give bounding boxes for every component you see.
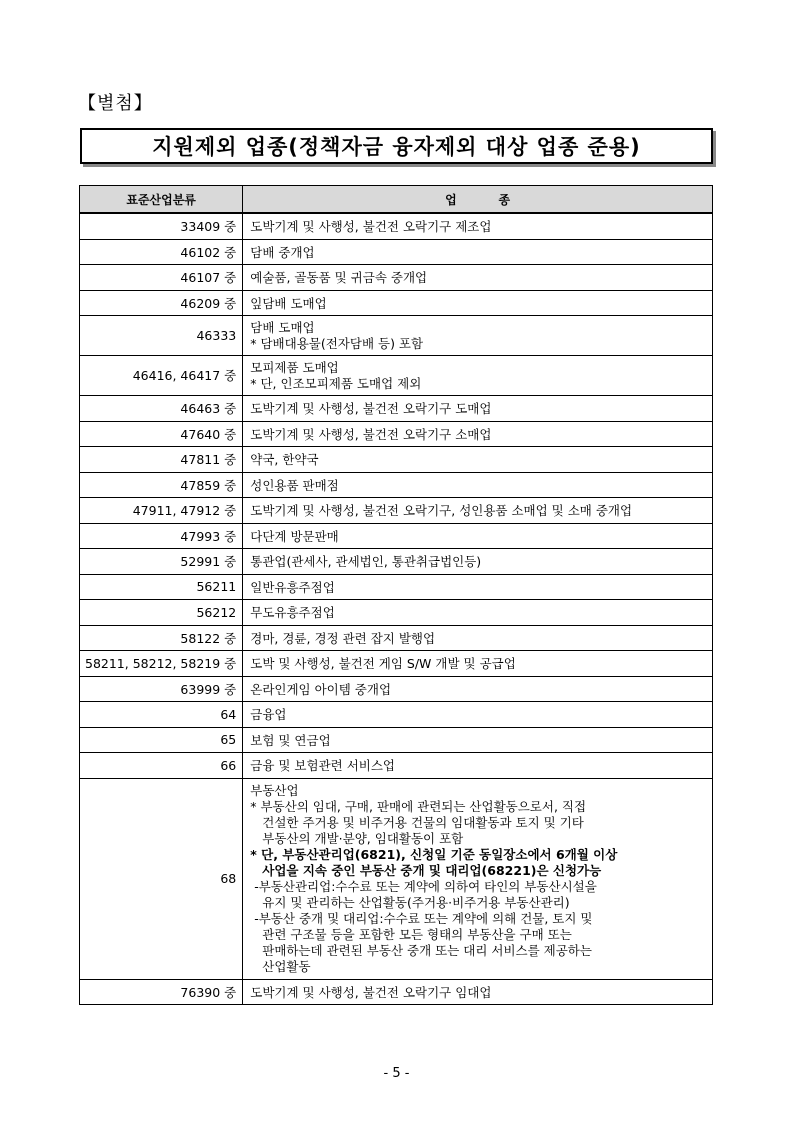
industry-desc-cell [243, 625, 713, 651]
table-row [80, 979, 713, 1005]
industry-desc-cell [243, 979, 713, 1005]
table-body [80, 213, 713, 1005]
table-row [80, 600, 713, 626]
table-row [80, 447, 713, 473]
industry-desc-cell [243, 498, 713, 524]
industry-desc-line: 약국, 한약국 [250, 452, 319, 468]
industry-desc-line: 도박기계 및 사행성, 불건전 오락기구 도매업 [250, 401, 492, 417]
industry-desc-line: 부동산의 개발·분양, 임대활동이 포함 [262, 830, 464, 846]
industry-code-cell: 46333 [80, 316, 243, 356]
industry-desc-line: 다단계 방문판매 [250, 528, 339, 544]
page-number: - 5 - [383, 1066, 410, 1081]
industry-desc-cell [243, 727, 713, 753]
industry-desc-line: 사업을 지속 중인 부동산 중개 및 대리업(68221)은 신청가능 [262, 862, 602, 878]
industry-desc-cell [243, 213, 713, 239]
industry-code-cell: 64 [80, 702, 243, 728]
industry-code-cell: 58211, 58212, 58219 중 [80, 651, 243, 677]
industry-desc-line: 판매하는데 관련된 부동산 중개 또는 대리 서비스를 제공하는 [262, 942, 592, 958]
table-row [80, 472, 713, 498]
industry-desc-cell [243, 265, 713, 291]
industry-code-cell: 52991 중 [80, 549, 243, 575]
table-row [80, 676, 713, 702]
industry-desc-line: 도박기계 및 사행성, 불건전 오락기구, 성인용품 소매업 및 소매 중개업 [250, 503, 633, 519]
industry-desc-line: 담배 중개업 [250, 244, 315, 260]
industry-code-cell: 46102 중 [80, 239, 243, 265]
industry-code-cell: 47859 중 [80, 472, 243, 498]
table-row-real-estate [80, 778, 713, 979]
industry-desc-line: 관련 구조물 등을 포함한 모든 형태의 부동산을 구매 또는 [262, 926, 572, 942]
industry-desc-line: 온라인게임 아이템 중개업 [250, 681, 392, 697]
page-title-text: 지원제외 업종(정책자금 융자제외 대상 업종 준용) [152, 135, 641, 159]
industry-desc-cell [243, 778, 713, 979]
industry-desc-cell [243, 753, 713, 779]
industry-desc-line: 건설한 주거용 및 비주거용 건물의 임대활동과 토지 및 기타 [262, 814, 584, 830]
industry-desc-line: 도박기계 및 사행성, 불건전 오락기구 소매업 [250, 426, 492, 442]
industry-desc-line: 금융 및 보험관련 서비스업 [250, 758, 395, 774]
industry-desc-line: 보험 및 연금업 [250, 732, 331, 748]
excluded-industries-table [79, 185, 713, 1005]
table-row [80, 213, 713, 239]
industry-code-cell: 46107 중 [80, 265, 243, 291]
table-row [80, 498, 713, 524]
industry-desc-line: 금융업 [250, 707, 287, 723]
industry-code-cell: 46416, 46417 중 [80, 356, 243, 396]
industry-desc-line: 통관업(관세사, 관세법인, 통관취급법인등) [250, 554, 482, 570]
industry-desc-line: * 단, 부동산관리업(6821), 신청일 기준 동일장소에서 6개월 이상 [250, 846, 618, 862]
table-row [80, 290, 713, 316]
table-row [80, 702, 713, 728]
industry-desc-line: 경마, 경륜, 경정 관련 잡지 발행업 [250, 630, 436, 646]
industry-code-cell: 47911, 47912 중 [80, 498, 243, 524]
industry-desc-cell [243, 549, 713, 575]
industry-desc-cell [243, 676, 713, 702]
industry-code-cell: 47993 중 [80, 523, 243, 549]
attachment-label: 【별첨】 [78, 93, 153, 114]
industry-code-cell: 76390 중 [80, 979, 243, 1005]
industry-desc-line: 성인용품 판매점 [250, 477, 339, 493]
industry-desc-line: 산업활동 [262, 958, 311, 974]
industry-desc-cell [243, 356, 713, 396]
industry-desc-line: 잎담배 도매업 [250, 295, 327, 311]
industry-desc-cell [243, 421, 713, 447]
industry-desc-cell [243, 239, 713, 265]
industry-code-cell: 65 [80, 727, 243, 753]
industry-desc-cell [243, 472, 713, 498]
industry-desc-cell [243, 523, 713, 549]
industry-desc-cell [243, 396, 713, 422]
table-row [80, 421, 713, 447]
header-industry [243, 186, 713, 214]
industry-desc-line: -부동산관리업:수수료 또는 계약에 의하여 타인의 부동산시설을 [254, 878, 597, 894]
industry-code-cell: 63999 중 [80, 676, 243, 702]
industry-code-cell: 56211 [80, 574, 243, 600]
table-row [80, 651, 713, 677]
industry-code-cell: 46463 중 [80, 396, 243, 422]
industry-desc-line: 도박기계 및 사행성, 불건전 오락기구 임대업 [250, 984, 492, 1000]
table-row [80, 727, 713, 753]
header-industry-code: 표준산업분류 [80, 186, 243, 214]
header-industry-text: 업 종 [445, 192, 511, 207]
industry-desc-line: 예술품, 골동품 및 귀금속 중개업 [250, 270, 428, 286]
industry-code-cell: 47811 중 [80, 447, 243, 473]
industry-desc-line: 모피제품 도매업 [250, 359, 339, 375]
industry-code-cell: 58122 중 [80, 625, 243, 651]
table-row [80, 316, 713, 356]
industry-desc-line: * 담배대용물(전자담배 등) 포함 [250, 335, 424, 351]
industry-desc-cell [243, 290, 713, 316]
industry-code-cell: 56212 [80, 600, 243, 626]
industry-desc-line: 일반유흥주점업 [250, 579, 335, 595]
table-row [80, 574, 713, 600]
table-row [80, 549, 713, 575]
industry-desc-line: * 부동산의 임대, 구매, 판매에 관련되는 산업활동으로서, 직접 [250, 798, 587, 814]
industry-desc-cell [243, 600, 713, 626]
table-row [80, 396, 713, 422]
table-row [80, 356, 713, 396]
industry-desc-cell [243, 651, 713, 677]
industry-desc-cell [243, 702, 713, 728]
industry-code-cell: 47640 중 [80, 421, 243, 447]
page-title [80, 128, 713, 164]
industry-desc-cell [243, 574, 713, 600]
industry-desc-line: 무도유흥주점업 [250, 605, 335, 621]
industry-code-cell: 66 [80, 753, 243, 779]
table-row [80, 523, 713, 549]
industry-code-cell: 46209 중 [80, 290, 243, 316]
table-row [80, 265, 713, 291]
industry-desc-line: 도박기계 및 사행성, 불건전 오락기구 제조업 [250, 219, 492, 235]
table-row [80, 753, 713, 779]
industry-desc-line: -부동산 중개 및 대리업:수수료 또는 계약에 의해 건물, 토지 및 [254, 910, 593, 926]
table-row [80, 239, 713, 265]
table-row [80, 625, 713, 651]
table-header-row [80, 186, 713, 214]
industry-desc-line: * 단, 인조모피제품 도매업 제외 [250, 375, 422, 391]
industry-desc-cell [243, 316, 713, 356]
industry-desc-line: 부동산업 [250, 782, 299, 798]
industry-desc-line: 담배 도매업 [250, 319, 315, 335]
industry-desc-cell [243, 447, 713, 473]
industry-code-cell: 68 [80, 778, 243, 979]
industry-desc-line: 도박 및 사행성, 불건전 게임 S/W 개발 및 공급업 [250, 656, 516, 672]
industry-desc-line: 유지 및 관리하는 산업활동(주거용·비주거용 부동산관리) [262, 894, 570, 910]
industry-code-cell: 33409 중 [80, 213, 243, 239]
